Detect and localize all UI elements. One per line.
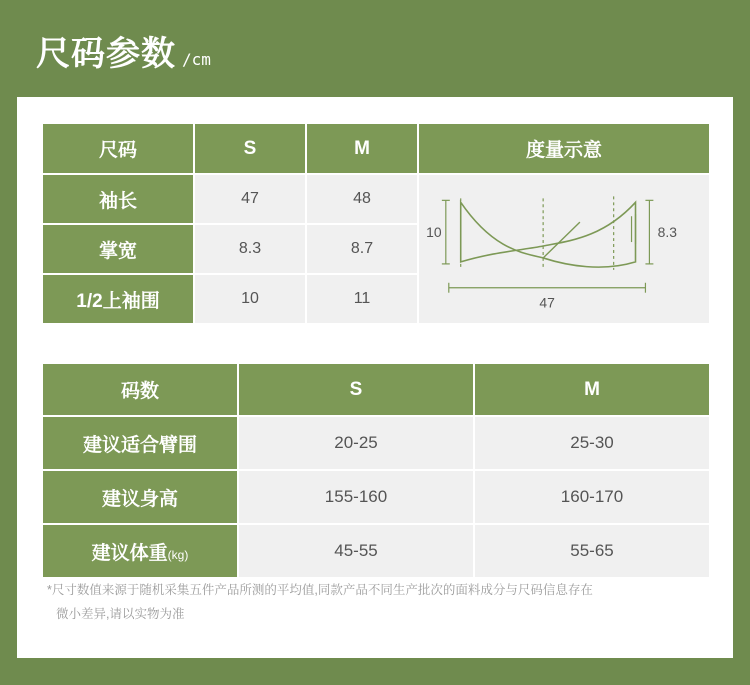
table-header-row bbox=[42, 123, 710, 174]
row-label-half-upper-sleeve: 1/2上袖围 bbox=[42, 274, 194, 324]
column-header-m: M bbox=[474, 363, 710, 416]
cell-arm-circumference-s: 20-25 bbox=[238, 416, 474, 470]
cell-palm-width-s: 8.3 bbox=[194, 224, 306, 274]
content-card bbox=[17, 97, 733, 658]
column-header-m: M bbox=[306, 123, 418, 174]
footnote-line-2: 微小差异,请以实物为准 bbox=[56, 606, 185, 621]
cell-half-upper-sleeve-m: 11 bbox=[306, 274, 418, 324]
size-recommendation-table bbox=[41, 362, 711, 579]
footnote bbox=[47, 579, 687, 627]
column-header-diagram: 度量示意 bbox=[418, 123, 710, 174]
cell-sleeve-length-m: 48 bbox=[306, 174, 418, 224]
cell-arm-circumference-m: 25-30 bbox=[474, 416, 710, 470]
column-header-code: 码数 bbox=[42, 363, 238, 416]
diagram-label-right: 8.3 bbox=[657, 224, 677, 241]
table-row bbox=[42, 524, 710, 578]
cell-weight-m: 55-65 bbox=[474, 524, 710, 578]
table-row bbox=[42, 174, 710, 224]
diagram-wrapper bbox=[419, 180, 709, 318]
row-label-sleeve-length: 袖长 bbox=[42, 174, 194, 224]
measurement-diagram bbox=[418, 174, 710, 324]
cell-weight-s: 45-55 bbox=[238, 524, 474, 578]
sleeve-diagram-svg bbox=[419, 180, 709, 318]
table-row bbox=[42, 470, 710, 524]
cell-half-upper-sleeve-s: 10 bbox=[194, 274, 306, 324]
row-label-weight-unit: (kg) bbox=[167, 547, 189, 562]
column-header-s: S bbox=[238, 363, 474, 416]
row-label-arm-circumference: 建议适合臂围 bbox=[42, 416, 238, 470]
page-title-unit: /cm bbox=[182, 50, 211, 69]
table-row bbox=[42, 416, 710, 470]
table-header-row bbox=[42, 363, 710, 416]
row-label-weight-text: 建议体重 bbox=[91, 542, 168, 564]
page-title bbox=[36, 26, 211, 75]
row-label-palm-width: 掌宽 bbox=[42, 224, 194, 274]
column-header-size: 尺码 bbox=[42, 123, 194, 174]
column-header-s: S bbox=[194, 123, 306, 174]
cell-sleeve-length-s: 47 bbox=[194, 174, 306, 224]
row-label-height: 建议身高 bbox=[42, 470, 238, 524]
diagram-label-left: 10 bbox=[426, 224, 442, 241]
cell-palm-width-m: 8.7 bbox=[306, 224, 418, 274]
cell-height-m: 160-170 bbox=[474, 470, 710, 524]
diagram-label-bottom: 47 bbox=[539, 294, 555, 311]
size-measurement-table bbox=[41, 122, 711, 325]
page-title-text: 尺码参数 bbox=[36, 35, 176, 73]
footnote-line-1: *尺寸数值来源于随机采集五件产品所测的平均值,同款产品不同生产批次的面料成分与尺码信息存在 bbox=[47, 583, 593, 597]
cell-height-s: 155-160 bbox=[238, 470, 474, 524]
row-label-weight bbox=[42, 524, 238, 578]
